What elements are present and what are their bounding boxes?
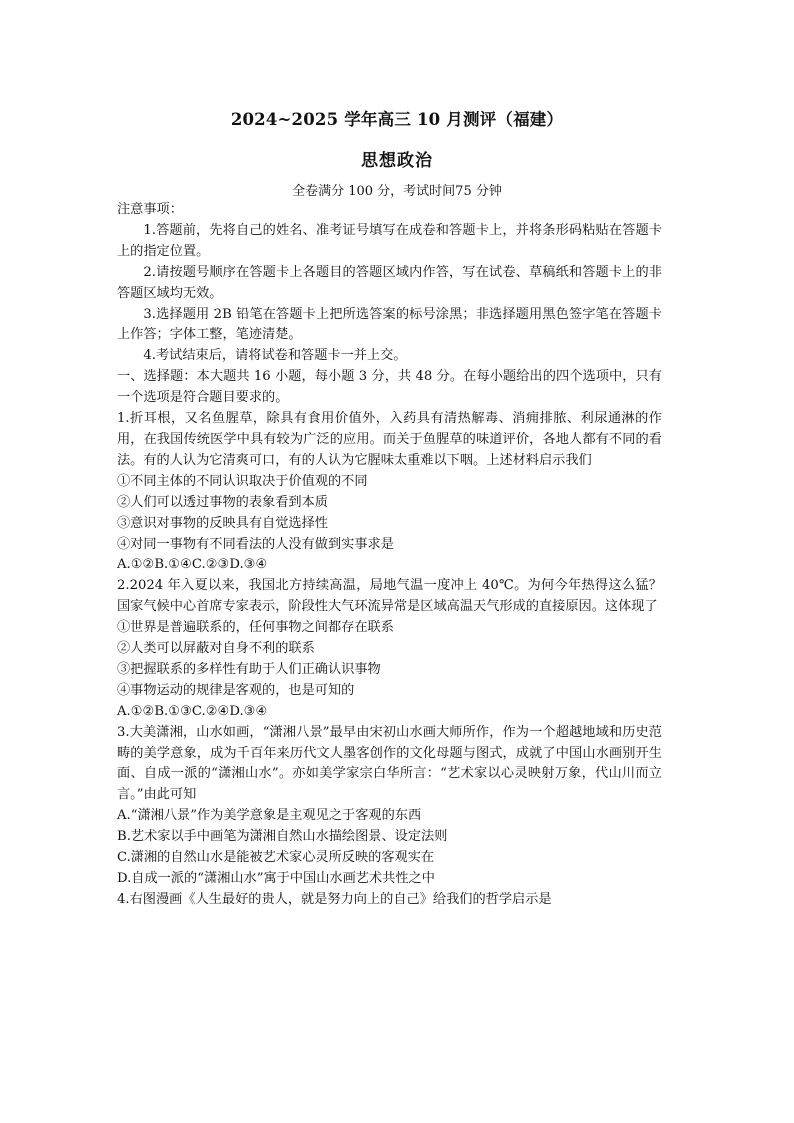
note-item: 2.请按题号顺序在答题卡上各题目的答题区域内作答，写在试卷、草稿纸和答题卡上的非答题区域均无效。 bbox=[117, 264, 662, 301]
question-1-item: ④对同一事物有不同看法的人没有做到实事求是 bbox=[117, 536, 394, 552]
question-2-item: ①世界是普遍联系的，任何事物之间都存在联系 bbox=[117, 620, 394, 636]
question-2-item: ③把握联系的多样性有助于人们正确认识事物 bbox=[117, 661, 381, 677]
note-item: 1.答题前，先将自己的姓名、准考证号填写在成卷和答题卡上，并将条形码粘贴在答题卡上的指定位置。 bbox=[117, 222, 662, 259]
question-2-item: ②人类可以屏蔽对自身不利的联系 bbox=[117, 641, 315, 657]
exam-title: 2024~2025 学年高三 10 月测评（福建） bbox=[230, 110, 564, 129]
notes-heading: 注意事项： bbox=[117, 202, 183, 217]
note-item: 4.考试结束后，请将试卷和答题卡一并上交。 bbox=[143, 348, 407, 364]
question-3-option: C.潇湘的自然山水是能被艺术家心灵所反映的客观实在 bbox=[117, 850, 435, 866]
exam-info: 全卷满分 100 分，考试时间75 分钟 bbox=[292, 184, 502, 199]
question-4-stem: 4.右图漫画《人生最好的贵人，就是努力向上的自己》给我们的哲学启示是 bbox=[117, 891, 552, 907]
question-3-option: D.自成一派的“潇湘山水”寓于中国山水画艺术共性之中 bbox=[117, 871, 435, 886]
note-item: 3.选择题用 2B 铅笔在答题卡上把所选答案的标号涂黑；非选择题用黑色签字笔在答题卡上作答；字体工整，笔迹清楚。 bbox=[117, 306, 662, 343]
exam-body bbox=[117, 200, 662, 911]
question-1-choices: A.①②B.①④C.②③D.③④ bbox=[117, 557, 268, 573]
subject-title: 思想政治 bbox=[361, 151, 433, 171]
section-heading: 一、选择题：本大题共 16 小题，每小题 3 分，共 48 分。在每小题给出的四个选项中，只有一个选项是符合题目要求的。 bbox=[117, 369, 662, 406]
question-1-item: ①不同主体的不同认识取决于价值观的不同 bbox=[117, 473, 368, 489]
question-3-option: B.艺术家以手中画笔为潇湘自然山水描绘图景、设定法则 bbox=[117, 829, 448, 845]
question-1-stem: 1.折耳根，又名鱼腥草，除具有食用价值外，入药具有清热解毒、消痈排脓、利尿通淋的作用，在我国传统医学中具有较为广泛的应用。而关于鱼腥草的味道评价，各地人都有不同的看法。有的人认为它清爽可口，有的人认为它腥味太重难以下咽。上述材料启示我们 bbox=[117, 411, 662, 468]
question-1-item: ②人们可以透过事物的表象看到本质 bbox=[117, 494, 328, 510]
question-3-stem: 3.大美潇湘，山水如画，“潇湘八景”最早由宋初山水画大师所作，作为一个超越地域和历史范畴的美学意象，成为千百年来历代文人墨客创作的文化母题与图式，成就了中国山水画别开生面、自成一派的“潇湘山水”。亦如美学家宗白华所言：“艺术家以心灵映射万象，代山川而立言。”由此可知 bbox=[117, 724, 662, 803]
question-2-choices: A.①②B.①③C.②④D.③④ bbox=[117, 703, 268, 719]
question-1-item: ③意识对事物的反映具有自觉选择性 bbox=[117, 515, 328, 531]
question-2-stem: 2.2024 年入夏以来，我国北方持续高温，局地气温一度冲上 40℃。为何今年热得这么猛？国家气候中心首席专家表示，阶段性大气环流异常是区域高温天气形成的直接原因。这体现了 bbox=[117, 578, 662, 615]
question-2-item: ④事物运动的规律是客观的，也是可知的 bbox=[117, 682, 355, 698]
question-3-option: A.“潇湘八景”作为美学意象是主观见之于客观的东西 bbox=[117, 808, 422, 824]
